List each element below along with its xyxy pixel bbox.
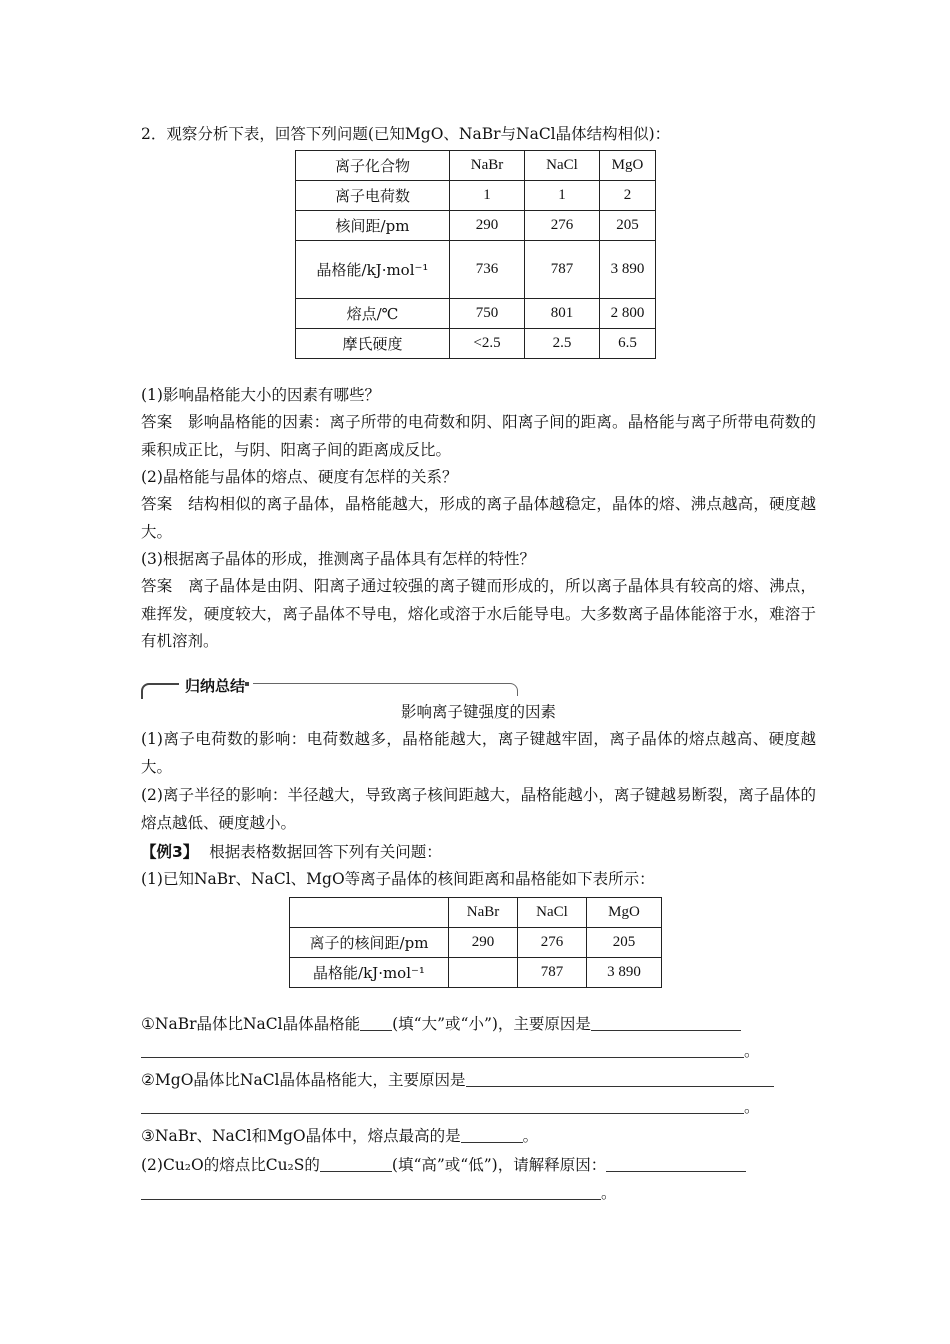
- table-cell: 787: [525, 241, 600, 299]
- q2-sub3-answer: 答案 离子晶体是由阴、阳离子通过较强的离子键而形成的，所以离子晶体具有较高的熔、沸点，难挥发，硬度较大，离子晶体不导电，熔化或溶于水后能导电。大多数离子晶体能溶于水，难溶于有机溶剂。: [141, 577, 816, 650]
- answer-blank[interactable]: [320, 1155, 392, 1172]
- answer-blank[interactable]: [141, 1183, 601, 1200]
- question-a-continued: [141, 1041, 760, 1061]
- table-row: [296, 329, 656, 359]
- end-mark: 。: [522, 1127, 539, 1145]
- table-row: [296, 211, 656, 241]
- ionic-compound-table: [295, 150, 656, 359]
- question-a-text-2: (填“大”或“小”)，主要原因是: [392, 1015, 591, 1033]
- summary-title: 影响离子键强度的因素: [400, 703, 556, 721]
- table-cell: 1: [450, 181, 525, 211]
- table-cell: 1: [525, 181, 600, 211]
- table-cell: 205: [600, 211, 656, 241]
- table-cell: 3 890: [600, 241, 656, 299]
- banner-square: [245, 682, 249, 686]
- summary-banner-title: 归纳总结: [179, 675, 251, 696]
- table-cell: 2.5: [525, 329, 600, 359]
- table-cell: 晶格能/kJ·mol⁻¹: [296, 241, 450, 299]
- end-mark: 。: [601, 1184, 617, 1202]
- table-cell: 2: [600, 181, 656, 211]
- question-b-continued: [141, 1097, 760, 1117]
- q2-sub3-question: (3)根据离子晶体的形成，推测离子晶体具有怎样的特性？: [141, 550, 535, 568]
- table-header-cell: MgO: [587, 898, 662, 928]
- q2-sub2-question: (2)晶格能与晶体的熔点、硬度有怎样的关系？: [141, 468, 458, 486]
- table-header-cell: NaCl: [518, 898, 587, 928]
- answer-blank[interactable]: [461, 1126, 523, 1143]
- example3-sub1: (1)已知NaBr、NaCl、MgO等离子晶体的核间距离和晶格能如下表所示：: [141, 870, 655, 888]
- table-cell: 熔点/℃: [296, 299, 450, 329]
- end-mark: 。: [744, 1042, 760, 1060]
- answer-blank[interactable]: [591, 1014, 741, 1031]
- question-d-text-2: (填“高”或“低”)，请解释原因：: [391, 1156, 607, 1174]
- table-cell: 290: [449, 928, 518, 958]
- summary-point-1: (1)离子电荷数的影响：电荷数越多，晶格能越大，离子键越牢固，离子晶体的熔点越高、硬度越大。: [141, 730, 816, 776]
- table-cell: 750: [450, 299, 525, 329]
- table-cell: 晶格能/kJ·mol⁻¹: [290, 958, 449, 988]
- answer-blank[interactable]: [606, 1155, 746, 1172]
- table-cell: 787: [518, 958, 587, 988]
- banner-right-bracket: [253, 683, 518, 696]
- question-b: [141, 1070, 774, 1090]
- table-row: [296, 241, 656, 299]
- answer-blank[interactable]: [141, 1041, 744, 1058]
- q2-sub1-question: (1)影响晶格能大小的因素有哪些？: [141, 386, 380, 404]
- example3-label: 【例3】: [141, 843, 199, 861]
- answer-blank[interactable]: [141, 1097, 744, 1114]
- answer-blank[interactable]: [466, 1070, 774, 1087]
- table-header-cell: MgO: [600, 151, 656, 181]
- summary-banner: [141, 676, 521, 698]
- table-row: [290, 958, 662, 988]
- question-d-text-1: (2)Cu₂O的熔点比Cu₂S的: [141, 1156, 320, 1174]
- table-row: [290, 928, 662, 958]
- q2-sub1-answer: 答案 影响晶格能的因素：离子所带的电荷数和阴、阳离子间的距离。晶格能与离子所带电荷数的乘积成正比，与阴、阳离子间的距离成反比。: [141, 413, 816, 459]
- table-cell: <2.5: [450, 329, 525, 359]
- question-d-continued: [141, 1183, 617, 1203]
- q2-sub2-answer: 答案 结构相似的离子晶体，晶格能越大，形成的离子晶体越稳定，晶体的熔、沸点越高，硬度越大。: [141, 495, 816, 541]
- table-header-cell: 离子化合物: [296, 151, 450, 181]
- table-cell: 205: [587, 928, 662, 958]
- table-cell: 离子的核间距/pm: [290, 928, 449, 958]
- table-header-cell: [290, 898, 449, 928]
- end-mark: 。: [744, 1098, 760, 1116]
- answer-blank[interactable]: [360, 1014, 392, 1031]
- table-cell: 摩氏硬度: [296, 329, 450, 359]
- table-header-cell: NaCl: [525, 151, 600, 181]
- table-cell: 276: [525, 211, 600, 241]
- table-header-cell: NaBr: [449, 898, 518, 928]
- table-cell: 801: [525, 299, 600, 329]
- question-c: [141, 1126, 538, 1146]
- table-cell: 离子电荷数: [296, 181, 450, 211]
- question-a-text-1: ①NaBr晶体比NaCl晶体晶格能: [141, 1015, 361, 1033]
- table-cell: 6.5: [600, 329, 656, 359]
- table-row: [296, 181, 656, 211]
- question-c-text: ③NaBr、NaCl和MgO晶体中，熔点最高的是: [141, 1127, 461, 1145]
- lattice-energy-table: [289, 897, 662, 988]
- table-header-cell: NaBr: [450, 151, 525, 181]
- table-cell: 290: [450, 211, 525, 241]
- example3-heading: [141, 842, 442, 862]
- table-cell: 736: [450, 241, 525, 299]
- table-row: [296, 299, 656, 329]
- table-cell: 2 800: [600, 299, 656, 329]
- table-cell: 276: [518, 928, 587, 958]
- table-cell: 核间距/pm: [296, 211, 450, 241]
- table-cell: 3 890: [587, 958, 662, 988]
- question-a: [141, 1014, 741, 1034]
- example3-intro: 根据表格数据回答下列有关问题：: [209, 843, 442, 861]
- table-cell: [449, 958, 518, 988]
- question-b-text: ②MgO晶体比NaCl晶体晶格能大，主要原因是: [141, 1071, 466, 1089]
- q2-intro: 2．观察分析下表，回答下列问题(已知MgO、NaBr与NaCl晶体结构相似)：: [141, 125, 671, 143]
- question-d: [141, 1155, 746, 1175]
- summary-point-2: (2)离子半径的影响：半径越大，导致离子核间距越大，晶格能越小，离子键越易断裂，离子晶体的熔点越低、硬度越小。: [141, 786, 816, 832]
